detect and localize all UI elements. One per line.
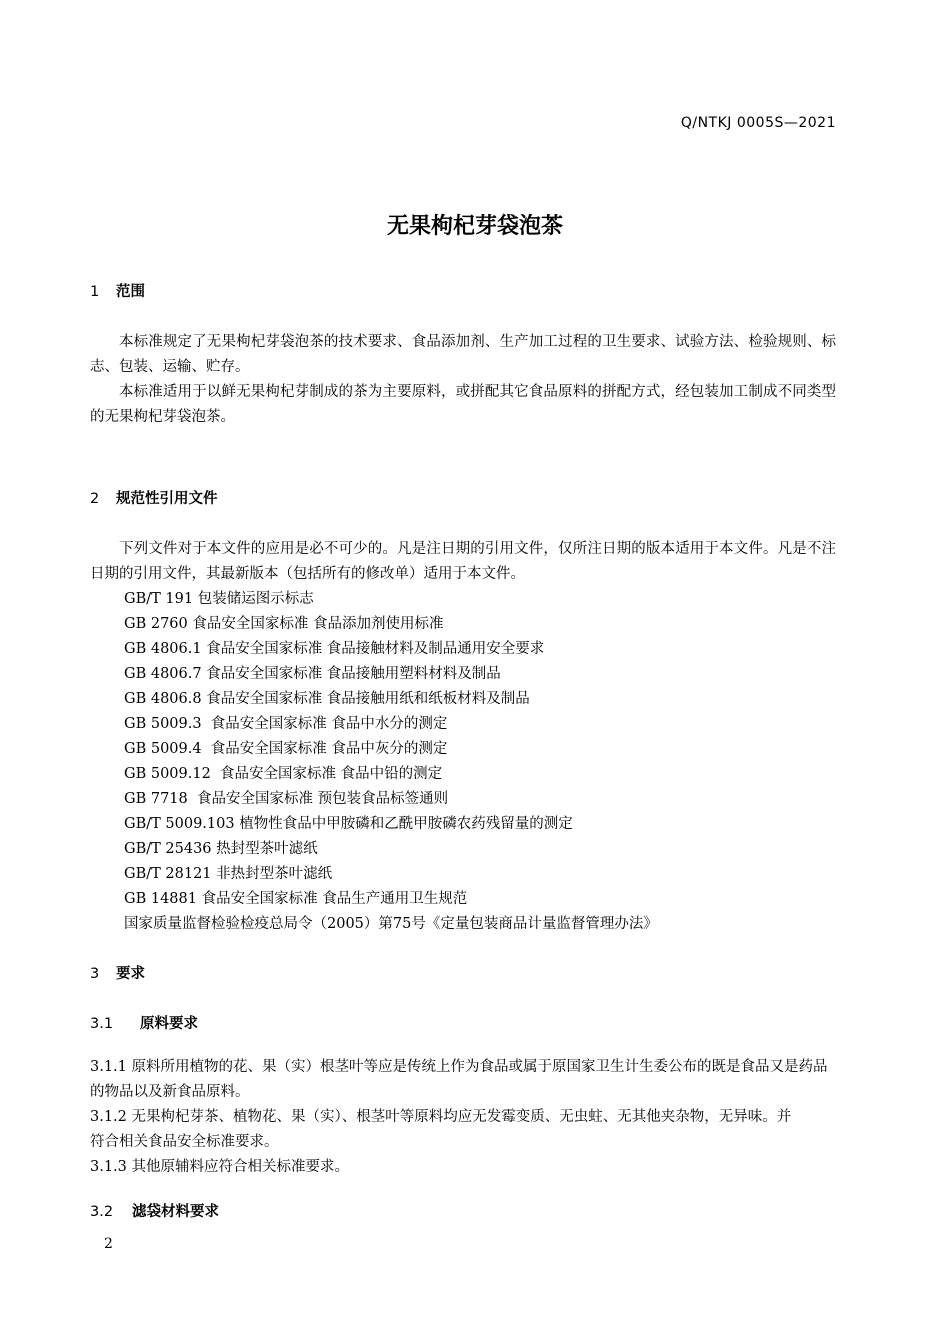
subsection-title: 滤袋材料要求 [132,1204,219,1220]
clause: 3.1.3 其他原辅料应符合相关标准要求。 [90,1159,350,1175]
paragraph: 下列文件对于本文件的应用是必不可少的。凡是注日期的引用文件，仅所注日期的版本适用于本文件。凡是不注日期的引用文件，其最新版本（包括所有的修改单）适用于本文件。 [90,541,836,582]
section-number: 1 [90,284,100,300]
reference-item: GB/T 191 包装储运图示标志 [124,591,314,607]
section-number: 2 [90,491,100,507]
reference-item: GB/T 28121 非热封型茶叶滤纸 [124,866,333,882]
section-title: 要求 [116,966,145,982]
subsection-heading-filter-bag [90,1200,836,1225]
reference-item: GB 4806.1 食品安全国家标准 食品接触材料及制品通用安全要求 [124,641,545,657]
paragraph: 本标准规定了无果枸杞芽袋泡茶的技术要求、食品添加剂、生产加工过程的卫生要求、试验方法、检验规则、标志、包装、运输、贮存。 [90,334,836,375]
paragraph: 本标准适用于以鲜无果枸杞芽制成的茶为主要原料，或拼配其它食品原料的拼配方式，经包装加工制成不同类型的无果枸杞芽袋泡茶。 [90,384,836,425]
document-body [90,280,836,1225]
section-title: 范围 [116,284,145,300]
reference-item: GB 4806.7 食品安全国家标准 食品接触用塑料材料及制品 [124,666,501,682]
section-heading-scope [90,280,836,305]
section-heading-requirements [90,962,836,987]
subsection-number: 3.1 [90,1016,114,1032]
reference-item: GB/T 25436 热封型茶叶滤纸 [124,841,318,857]
reference-item: GB 7718 食品安全国家标准 预包装食品标签通则 [124,791,449,807]
reference-item: GB 2760 食品安全国家标准 食品添加剂使用标准 [124,616,444,632]
section-number: 3 [90,966,100,982]
clause: 3.1.2 无果枸杞芽茶、植物花、果（实）、根茎叶等原料均应无发霉变质、无虫蛀、无其他夹杂物，无异味。并符合相关食品安全标准要求。 [90,1109,792,1150]
subsection-title: 原料要求 [140,1016,198,1032]
page-number: 2 [104,1236,113,1252]
section-heading-references [90,487,836,512]
reference-item: GB 5009.3 食品安全国家标准 食品中水分的测定 [124,716,448,732]
reference-item: GB 5009.4 食品安全国家标准 食品中灰分的测定 [124,741,448,757]
subsection-heading-raw-materials [90,1012,836,1037]
reference-item: GB 5009.12 食品安全国家标准 食品中铅的测定 [124,766,443,782]
reference-item: GB 14881 食品安全国家标准 食品生产通用卫生规范 [124,891,468,907]
reference-item: GB/T 5009.103 植物性食品中甲胺磷和乙酰甲胺磷农药残留量的测定 [124,816,573,832]
reference-item: GB 4806.8 食品安全国家标准 食品接触用纸和纸板材料及制品 [124,691,530,707]
subsection-number: 3.2 [90,1204,114,1220]
reference-item: 国家质量监督检验检疫总局令（2005）第75号《定量包装商品计量监督管理办法》 [124,916,658,932]
section-title: 规范性引用文件 [116,491,218,507]
clause: 3.1.1 原料所用植物的花、果（实）根茎叶等应是传统上作为食品或属于原国家卫生计生委公布的既是食品又是药品的物品以及新食品原料。 [90,1059,828,1100]
document-title: 无果枸杞芽袋泡茶 [386,213,563,239]
document-code: Q/NTKJ 0005S—2021 [680,115,836,131]
